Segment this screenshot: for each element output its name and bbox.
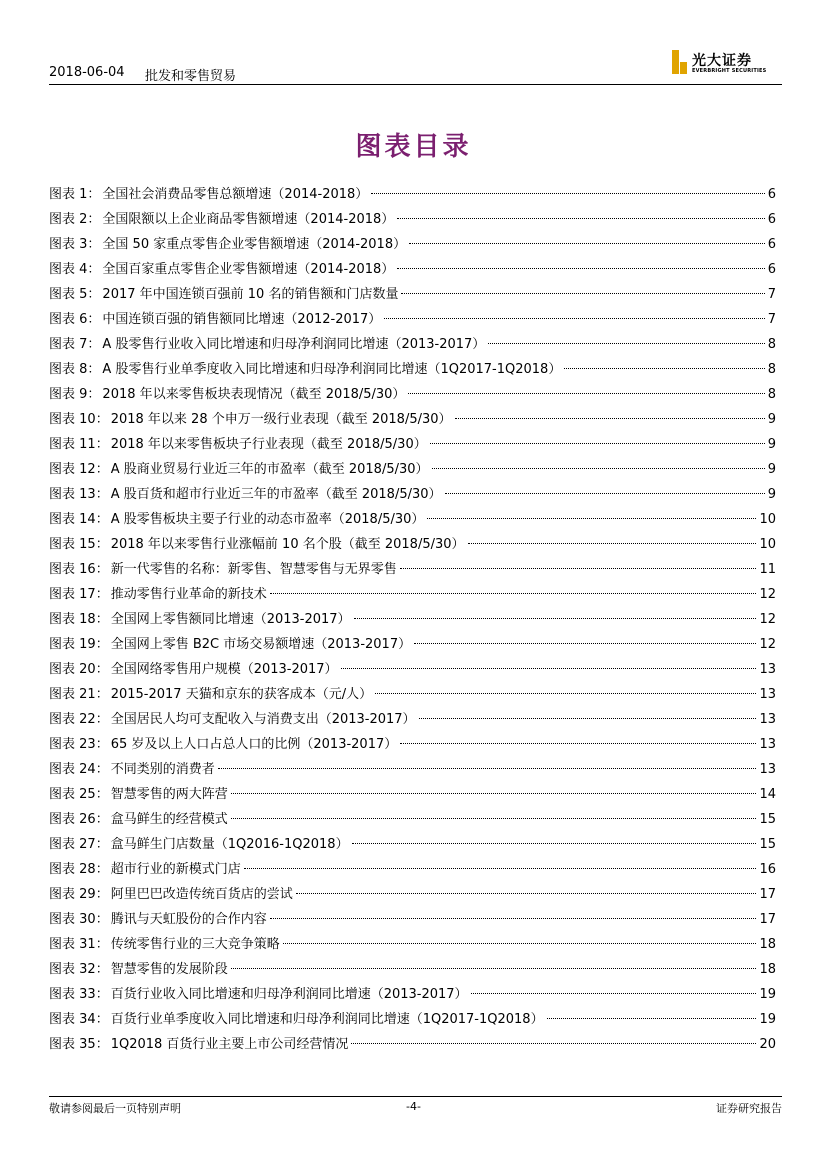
toc-entry-label: 图表 8 (49, 362, 88, 377)
figure-list (49, 182, 776, 1057)
toc-dot-leader (375, 693, 756, 694)
toc-entry[interactable] (49, 857, 776, 882)
toc-entry[interactable] (49, 982, 776, 1007)
toc-entry-colon: ： (95, 562, 109, 577)
footer-disclaimer: 敬请参阅最后一页特别声明 (49, 1102, 181, 1115)
toc-entry-title: 全国百家重点零售企业零售额增速（2014-2018） (102, 262, 395, 277)
toc-entry-colon: ： (95, 412, 109, 427)
toc-entry-title: 阿里巴巴改造传统百货店的尝试 (110, 887, 293, 902)
toc-entry-label: 图表 17 (49, 587, 96, 602)
toc-entry-title: 新一代零售的名称：新零售、智慧零售与无界零售 (110, 562, 397, 577)
toc-entry-colon: ： (95, 462, 109, 477)
toc-entry[interactable] (49, 607, 776, 632)
toc-dot-leader (400, 568, 757, 569)
toc-entry[interactable] (49, 732, 776, 757)
toc-dot-leader (270, 918, 757, 919)
toc-entry-label: 图表 12 (49, 462, 96, 477)
toc-entry-title: A 股零售行业收入同比增速和归母净利润同比增速（2013-2017） (102, 337, 486, 352)
toc-entry-colon: ： (95, 987, 109, 1002)
toc-entry-label: 图表 33 (49, 987, 96, 1002)
toc-entry-colon: ： (87, 387, 101, 402)
toc-entry-label: 图表 5 (49, 287, 88, 302)
toc-entry-page: 11 (759, 562, 776, 577)
toc-entry-title: 1Q2018 百货行业主要上市公司经营情况 (110, 1037, 349, 1052)
toc-entry-colon: ： (87, 212, 101, 227)
toc-entry-colon: ： (95, 1037, 109, 1052)
toc-entry-colon: ： (87, 312, 101, 327)
toc-entry[interactable] (49, 832, 776, 857)
toc-entry-colon: ： (95, 1012, 109, 1027)
toc-entry-page: 12 (759, 637, 776, 652)
toc-entry-colon: ： (95, 912, 109, 927)
toc-entry-page: 6 (767, 237, 776, 252)
toc-entry-page: 19 (759, 1012, 776, 1027)
toc-entry-page: 8 (767, 362, 776, 377)
toc-entry-title: 65 岁及以上人口占总人口的比例（2013-2017） (110, 737, 398, 752)
toc-entry-colon: ： (95, 537, 109, 552)
toc-entry-colon: ： (87, 237, 101, 252)
toc-dot-leader (471, 993, 757, 994)
toc-dot-leader (351, 1043, 756, 1044)
footer-divider (49, 1096, 782, 1097)
toc-entry-colon: ： (95, 612, 109, 627)
toc-entry[interactable] (49, 332, 776, 357)
toc-entry-colon: ： (87, 337, 101, 352)
toc-entry-page: 17 (759, 912, 776, 927)
toc-entry-label: 图表 14 (49, 512, 96, 527)
toc-dot-leader (231, 818, 757, 819)
toc-entry-page: 15 (759, 812, 776, 827)
toc-dot-leader (401, 293, 764, 294)
page-number: -4- (406, 1100, 421, 1113)
toc-entry-label: 图表 16 (49, 562, 96, 577)
toc-entry-page: 8 (767, 387, 776, 402)
toc-entry[interactable] (49, 432, 776, 457)
toc-entry-label: 图表 11 (49, 437, 96, 452)
toc-entry-title: 百货行业收入同比增速和归母净利润同比增速（2013-2017） (110, 987, 468, 1002)
toc-entry-label: 图表 32 (49, 962, 96, 977)
toc-entry[interactable] (49, 557, 776, 582)
toc-entry-label: 图表 30 (49, 912, 96, 927)
toc-entry[interactable] (49, 1032, 776, 1057)
toc-entry[interactable] (49, 632, 776, 657)
toc-entry[interactable] (49, 407, 776, 432)
toc-entry-label: 图表 2 (49, 212, 88, 227)
toc-entry-colon: ： (95, 887, 109, 902)
toc-entry-colon: ： (95, 962, 109, 977)
toc-entry-label: 图表 25 (49, 787, 96, 802)
toc-entry-label: 图表 22 (49, 712, 96, 727)
toc-entry-colon: ： (95, 737, 109, 752)
company-logo (672, 48, 782, 82)
toc-entry[interactable] (49, 357, 776, 382)
toc-entry[interactable] (49, 707, 776, 732)
toc-entry-title: 全国居民人均可支配收入与消费支出（2013-2017） (110, 712, 416, 727)
toc-entry-colon: ： (95, 687, 109, 702)
toc-dot-leader (384, 318, 764, 319)
logo-chinese-name: 光大证券 (692, 53, 752, 69)
toc-dot-leader (488, 343, 764, 344)
toc-entry-label: 图表 15 (49, 537, 96, 552)
toc-entry-page: 9 (767, 412, 776, 427)
toc-dot-leader (371, 193, 764, 194)
toc-entry-label: 图表 28 (49, 862, 96, 877)
toc-entry-title: 智慧零售的发展阶段 (110, 962, 228, 977)
toc-entry-page: 12 (759, 612, 776, 627)
toc-entry-page: 17 (759, 887, 776, 902)
toc-dot-leader (397, 268, 764, 269)
toc-entry-title: 2018 年以来零售行业涨幅前 10 名个股（截至 2018/5/30） (110, 537, 465, 552)
toc-dot-leader (231, 793, 757, 794)
toc-entry-colon: ： (87, 187, 101, 202)
toc-dot-leader (427, 518, 756, 519)
toc-dot-leader (414, 643, 756, 644)
toc-dot-leader (430, 443, 765, 444)
toc-dot-leader (468, 543, 757, 544)
toc-entry-title: A 股商业贸易行业近三年的市盈率（截至 2018/5/30） (110, 462, 429, 477)
toc-entry[interactable] (49, 507, 776, 532)
toc-entry-page: 7 (767, 312, 776, 327)
toc-entry-page: 6 (767, 262, 776, 277)
toc-entry-page: 18 (759, 937, 776, 952)
toc-entry-title: 全国限额以上企业商品零售额增速（2014-2018） (102, 212, 395, 227)
toc-entry-page: 10 (759, 512, 776, 527)
toc-entry[interactable] (49, 657, 776, 682)
toc-entry-label: 图表 10 (49, 412, 96, 427)
toc-entry[interactable] (49, 932, 776, 957)
toc-entry-label: 图表 7 (49, 337, 88, 352)
toc-entry-colon: ： (95, 512, 109, 527)
toc-entry-title: 全国网上零售额同比增速（2013-2017） (110, 612, 351, 627)
toc-entry-colon: ： (95, 837, 109, 852)
toc-entry[interactable] (49, 232, 776, 257)
toc-dot-leader (244, 868, 757, 869)
toc-entry-page: 14 (759, 787, 776, 802)
toc-entry-page: 13 (759, 737, 776, 752)
toc-entry-title: 盒马鲜生门店数量（1Q2016-1Q2018） (110, 837, 349, 852)
toc-entry-page: 18 (759, 962, 776, 977)
toc-entry-page: 13 (759, 762, 776, 777)
toc-entry-title: 智慧零售的两大阵营 (110, 787, 228, 802)
toc-entry-colon: ： (87, 262, 101, 277)
toc-entry-page: 15 (759, 837, 776, 852)
toc-entry-page: 9 (767, 462, 776, 477)
toc-entry-label: 图表 21 (49, 687, 96, 702)
toc-entry-label: 图表 29 (49, 887, 96, 902)
toc-entry-label: 图表 18 (49, 612, 96, 627)
toc-entry-title: 全国网络零售用户规模（2013-2017） (110, 662, 338, 677)
toc-dot-leader (354, 618, 757, 619)
toc-entry-page: 10 (759, 537, 776, 552)
toc-entry-page: 20 (759, 1037, 776, 1052)
toc-entry-label: 图表 9 (49, 387, 88, 402)
toc-entry-label: 图表 4 (49, 262, 88, 277)
toc-entry-colon: ： (95, 487, 109, 502)
toc-entry-title: A 股零售行业单季度收入同比增速和归母净利润同比增速（1Q2017-1Q2018） (102, 362, 562, 377)
toc-entry-label: 图表 6 (49, 312, 88, 327)
toc-dot-leader (564, 368, 764, 369)
toc-entry-title: 全国 50 家重点零售企业零售额增速（2014-2018） (102, 237, 407, 252)
toc-entry-label: 图表 35 (49, 1037, 96, 1052)
toc-entry-title: A 股百货和超市行业近三年的市盈率（截至 2018/5/30） (110, 487, 442, 502)
toc-dot-leader (445, 493, 765, 494)
toc-entry-title: 全国社会消费品零售总额增速（2014-2018） (102, 187, 369, 202)
page-title: 图表目录 (355, 132, 472, 162)
toc-entry[interactable] (49, 382, 776, 407)
toc-entry[interactable] (49, 1007, 776, 1032)
toc-entry-colon: ： (95, 437, 109, 452)
toc-dot-leader (231, 968, 757, 969)
toc-entry[interactable] (49, 307, 776, 332)
toc-entry[interactable] (49, 207, 776, 232)
toc-entry-title: 超市行业的新模式门店 (110, 862, 241, 877)
toc-entry-colon: ： (95, 787, 109, 802)
toc-entry-page: 7 (767, 287, 776, 302)
toc-entry-page: 16 (759, 862, 776, 877)
toc-entry-label: 图表 34 (49, 1012, 96, 1027)
toc-entry-title: 腾讯与天虹股份的合作内容 (110, 912, 267, 927)
toc-entry-label: 图表 13 (49, 487, 96, 502)
toc-entry-page: 6 (767, 187, 776, 202)
toc-dot-leader (341, 668, 757, 669)
logo-english-name: EVERBRIGHT SECURITIES (692, 68, 767, 74)
toc-entry[interactable] (49, 807, 776, 832)
toc-dot-leader (419, 718, 757, 719)
toc-entry-title: 中国连锁百强的销售额同比增速（2012-2017） (102, 312, 382, 327)
toc-entry-colon: ： (87, 362, 101, 377)
toc-entry-colon: ： (95, 637, 109, 652)
toc-entry-page: 6 (767, 212, 776, 227)
toc-entry-colon: ： (95, 712, 109, 727)
toc-entry[interactable] (49, 682, 776, 707)
toc-entry-page: 13 (759, 687, 776, 702)
toc-entry-label: 图表 1 (49, 187, 88, 202)
toc-entry-colon: ： (95, 812, 109, 827)
toc-entry-colon: ： (95, 587, 109, 602)
toc-entry-title: 2017 年中国连锁百强前 10 名的销售额和门店数量 (102, 287, 399, 302)
toc-entry-title: 不同类别的消费者 (110, 762, 215, 777)
toc-entry-page: 9 (767, 487, 776, 502)
toc-dot-leader (408, 393, 764, 394)
toc-dot-leader (283, 943, 757, 944)
toc-dot-leader (218, 768, 757, 769)
toc-entry[interactable] (49, 782, 776, 807)
toc-dot-leader (409, 243, 765, 244)
toc-entry[interactable] (49, 182, 776, 207)
toc-dot-leader (455, 418, 765, 419)
toc-dot-leader (296, 893, 757, 894)
toc-entry-label: 图表 23 (49, 737, 96, 752)
header-divider (49, 84, 782, 85)
toc-entry-title: 传统零售行业的三大竞争策略 (110, 937, 280, 952)
toc-entry-colon: ： (95, 762, 109, 777)
toc-dot-leader (397, 218, 764, 219)
toc-entry-title: 2018 年以来 28 个申万一级行业表现（截至 2018/5/30） (110, 412, 452, 427)
toc-entry[interactable] (49, 907, 776, 932)
footer-doc-type: 证券研究报告 (716, 1102, 782, 1115)
page-header (49, 53, 782, 84)
toc-entry-title: 推动零售行业革命的新技术 (110, 587, 267, 602)
toc-entry[interactable] (49, 482, 776, 507)
toc-entry-page: 19 (759, 987, 776, 1002)
toc-entry-title: 2015-2017 天猫和京东的获客成本（元/人） (110, 687, 373, 702)
toc-entry-label: 图表 31 (49, 937, 96, 952)
toc-entry-colon: ： (95, 662, 109, 677)
toc-entry-colon: ： (87, 287, 101, 302)
toc-entry-label: 图表 26 (49, 812, 96, 827)
toc-dot-leader (352, 843, 757, 844)
toc-dot-leader (432, 468, 765, 469)
logo-mark-icon (672, 50, 688, 74)
toc-entry-label: 图表 19 (49, 637, 96, 652)
toc-entry[interactable] (49, 282, 776, 307)
toc-entry-page: 12 (759, 587, 776, 602)
toc-entry-label: 图表 3 (49, 237, 88, 252)
toc-entry-label: 图表 24 (49, 762, 96, 777)
toc-entry-page: 13 (759, 662, 776, 677)
toc-entry-title: 2018 年以来零售板块子行业表现（截至 2018/5/30） (110, 437, 427, 452)
toc-entry-title: 盒马鲜生的经营模式 (110, 812, 228, 827)
toc-entry-title: 2018 年以来零售板块表现情况（截至 2018/5/30） (102, 387, 406, 402)
toc-dot-leader (547, 1018, 757, 1019)
report-date: 2018-06-04 (49, 65, 125, 80)
toc-entry-label: 图表 27 (49, 837, 96, 852)
toc-entry-page: 9 (767, 437, 776, 452)
toc-entry[interactable] (49, 882, 776, 907)
toc-entry[interactable] (49, 957, 776, 982)
toc-entry[interactable] (49, 757, 776, 782)
toc-entry[interactable] (49, 457, 776, 482)
toc-entry-page: 13 (759, 712, 776, 727)
toc-dot-leader (400, 743, 756, 744)
toc-entry[interactable] (49, 582, 776, 607)
toc-entry[interactable] (49, 532, 776, 557)
toc-entry-colon: ： (95, 937, 109, 952)
toc-entry-title: 百货行业单季度收入同比增速和归母净利润同比增速（1Q2017-1Q2018） (110, 1012, 544, 1027)
toc-entry-title: 全国网上零售 B2C 市场交易额增速（2013-2017） (110, 637, 412, 652)
toc-dot-leader (270, 593, 757, 594)
toc-entry-title: A 股零售板块主要子行业的动态市盈率（2018/5/30） (110, 512, 425, 527)
toc-entry-colon: ： (95, 862, 109, 877)
toc-entry-label: 图表 20 (49, 662, 96, 677)
industry-name: 批发和零售贸易 (145, 69, 237, 84)
toc-entry[interactable] (49, 257, 776, 282)
toc-entry-page: 8 (767, 337, 776, 352)
